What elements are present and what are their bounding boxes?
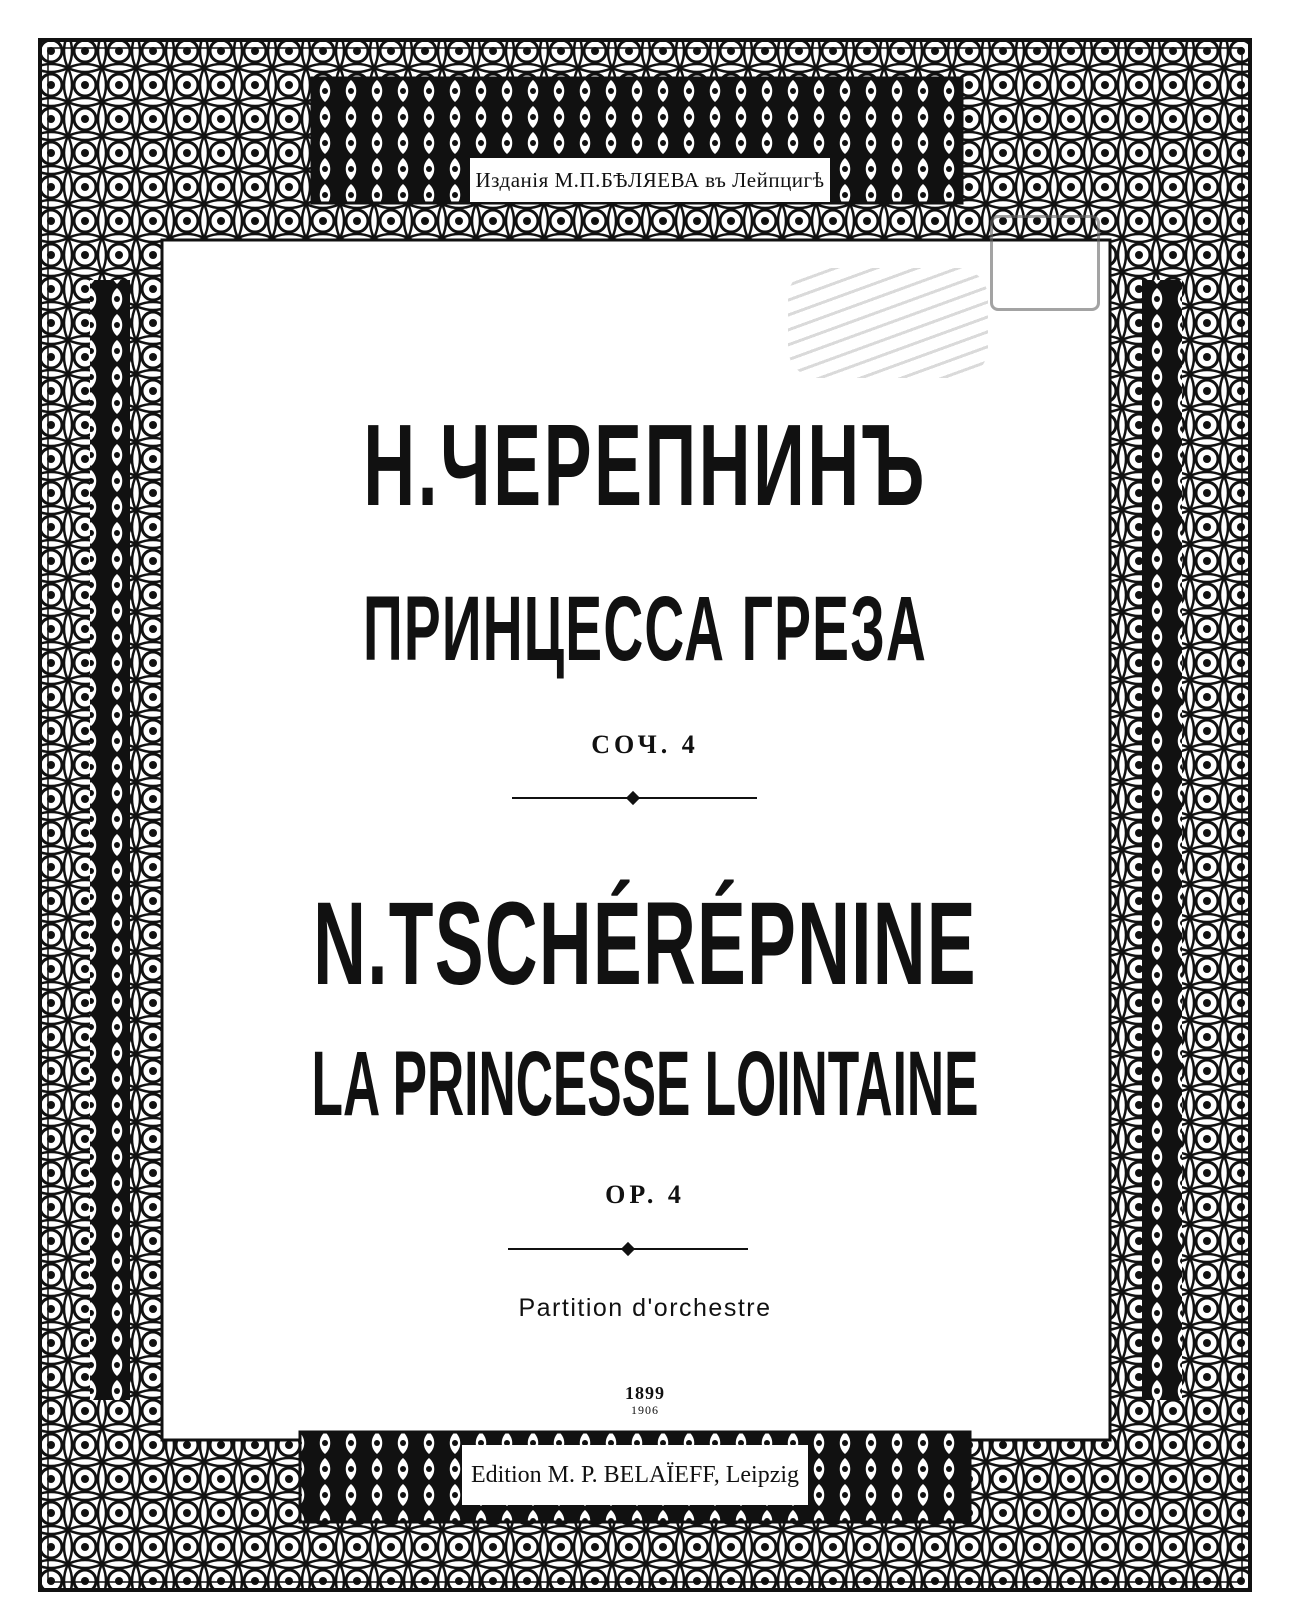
title-russian: ПРИНЦЕССА ГРЕЗА	[362, 578, 928, 680]
library-stamp	[990, 215, 1100, 311]
opus-latin: OP. 4	[605, 1180, 685, 1209]
composer-name-latin: N.TSCHÉRÉPNINE	[313, 878, 977, 1010]
title-latin: LA PRINCESSE LOINTAINE	[311, 1033, 979, 1135]
composer-name-russian: Н.ЧЕРЕПНИНЪ	[363, 400, 927, 530]
subtitle: Partition d'orchestre	[518, 1294, 772, 1322]
year-primary: 1899	[625, 1383, 665, 1403]
year-secondary: 1906	[631, 1403, 659, 1417]
publisher-bottom-label: Edition M. P. BELAÏEFF, Leipzig	[462, 1445, 808, 1505]
opus-russian: СОЧ. 4	[591, 730, 699, 759]
publisher-top-label: Изданія М.П.БѢЛЯЕВА въ Лейпцигѣ	[470, 158, 830, 202]
faded-stamp	[788, 268, 988, 378]
